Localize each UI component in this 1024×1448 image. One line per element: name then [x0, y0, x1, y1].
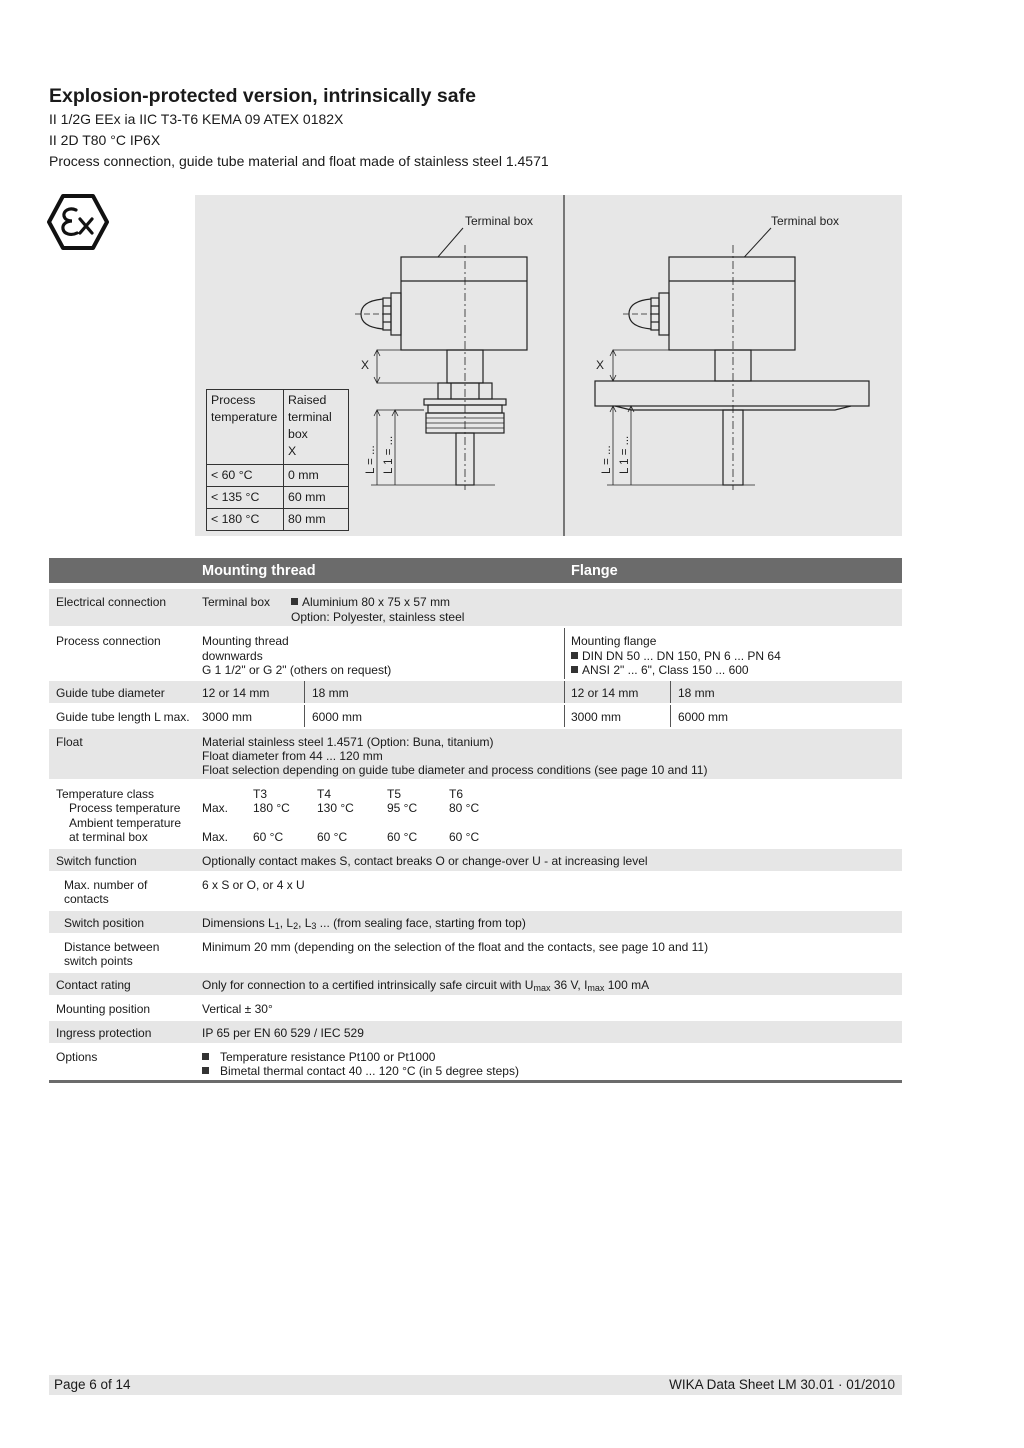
table-bottom-rule [49, 1080, 902, 1083]
row-options: Options Temperature resistance Pt100 or Pt1000 Bimetal thermal contact 40 ... 120 °C (in 5 degree steps) [49, 1043, 902, 1080]
row-process-connection: Process connection Mounting thread downwards G 1 1/2" or G 2" (others on request) Mounting flange DIN DN 50 ... DN 150, PN 6 ... PN 64 ANSI 2" ... 6", Class 150 ... 600 [49, 626, 902, 679]
l-dimension-label-right: L = ... [601, 445, 613, 474]
column-flange: Flange [571, 563, 618, 579]
column-mounting-thread: Mounting thread [202, 563, 316, 579]
table-row: < 60 °C 0 mm [207, 465, 349, 487]
page-number: Page 6 of 14 [54, 1377, 131, 1392]
page-title: Explosion-protected version, intrinsically safe [49, 85, 476, 107]
l1-dimension-label-right: L 1 = ... [619, 435, 631, 474]
row-contact-rating: Contact rating Only for connection to a certified intrinsically safe circuit with $U_{max}$ 36 V, $I_{max}$ 100 mA [49, 971, 902, 995]
l1-dimension-label-left: L 1 = ... [383, 435, 395, 474]
header-process-temperature: Process temperature [207, 390, 284, 465]
x-dimension-label-right: X [596, 358, 605, 372]
l-dimension-label-left: L = ... [365, 445, 377, 474]
raised-terminal-box-table [206, 389, 349, 531]
bullet-square-icon [571, 652, 578, 659]
terminal-box-label-left: Terminal box [465, 214, 534, 228]
terminal-box-label-right: Terminal box [771, 214, 840, 228]
bullet-square-icon [291, 598, 298, 605]
bullet-square-icon [571, 666, 578, 673]
row-switch-position: Switch position Dimensions $L_1$, $L_2$, $L_3$ ... (from sealing face, starting from top) [49, 909, 902, 933]
table-header [49, 558, 902, 583]
row-switch-function: Switch function Optionally contact makes S, contact breaks O or change-over U - at increasing level [49, 847, 902, 871]
row-electrical-connection: Electrical connection Terminal box Aluminium 80 x 75 x 57 mm Option: Polyester, stainless steel [49, 587, 902, 626]
row-max-contacts: Max. number of contacts 6 x S or O, or 4 x U [49, 871, 902, 909]
atex-marking-dust: II 2D T80 °C IP6X [49, 132, 161, 148]
ex-hexagon-icon [47, 193, 109, 251]
table-row: < 135 °C 60 mm [207, 487, 349, 509]
material-note: Process connection, guide tube material and float made of stainless steel 1.4571 [49, 153, 549, 169]
page-footer [49, 1375, 902, 1395]
row-distance-between: Distance between switch points Minimum 20 mm (depending on the selection of the float and the contacts, see page 10 and 11) [49, 933, 902, 971]
row-temperature-class: Temperature class Process temperature Ambient temperature at terminal box Max. Max. T3 T4 T5 T6 180 °C 130 °C 95 °C 80 °C 60 °C 60 °C 60 °C 60 °C [49, 779, 902, 847]
bullet-square-icon [202, 1053, 209, 1060]
row-float: Float Material stainless steel 1.4571 (Option: Buna, titanium) Float diameter from 44 ... 120 mm Float selection depending on guide tube diameter and process conditions (see page 10 and 11) [49, 727, 902, 779]
row-guide-tube-length: Guide tube length L max. 3000 mm 6000 mm 3000 mm 6000 mm [49, 703, 902, 727]
bullet-square-icon [202, 1067, 209, 1074]
table-header-row [207, 390, 349, 465]
row-guide-tube-diameter: Guide tube diameter 12 or 14 mm 18 mm 12 or 14 mm 18 mm [49, 679, 902, 703]
document-reference: WIKA Data Sheet LM 30.01 · 01/2010 [669, 1377, 895, 1392]
table-row: < 180 °C 80 mm [207, 509, 349, 531]
row-mounting-position: Mounting position Vertical ± 30° [49, 995, 902, 1019]
header-raised-terminal-box: Raised terminal box X [284, 390, 349, 465]
atex-marking-gas: II 1/2G EEx ia IIC T3-T6 KEMA 09 ATEX 0182X [49, 111, 344, 127]
x-dimension-label-left: X [361, 358, 370, 372]
specification-table [49, 558, 902, 1083]
row-ingress-protection: Ingress protection IP 65 per EN 60 529 / IEC 529 [49, 1019, 902, 1043]
